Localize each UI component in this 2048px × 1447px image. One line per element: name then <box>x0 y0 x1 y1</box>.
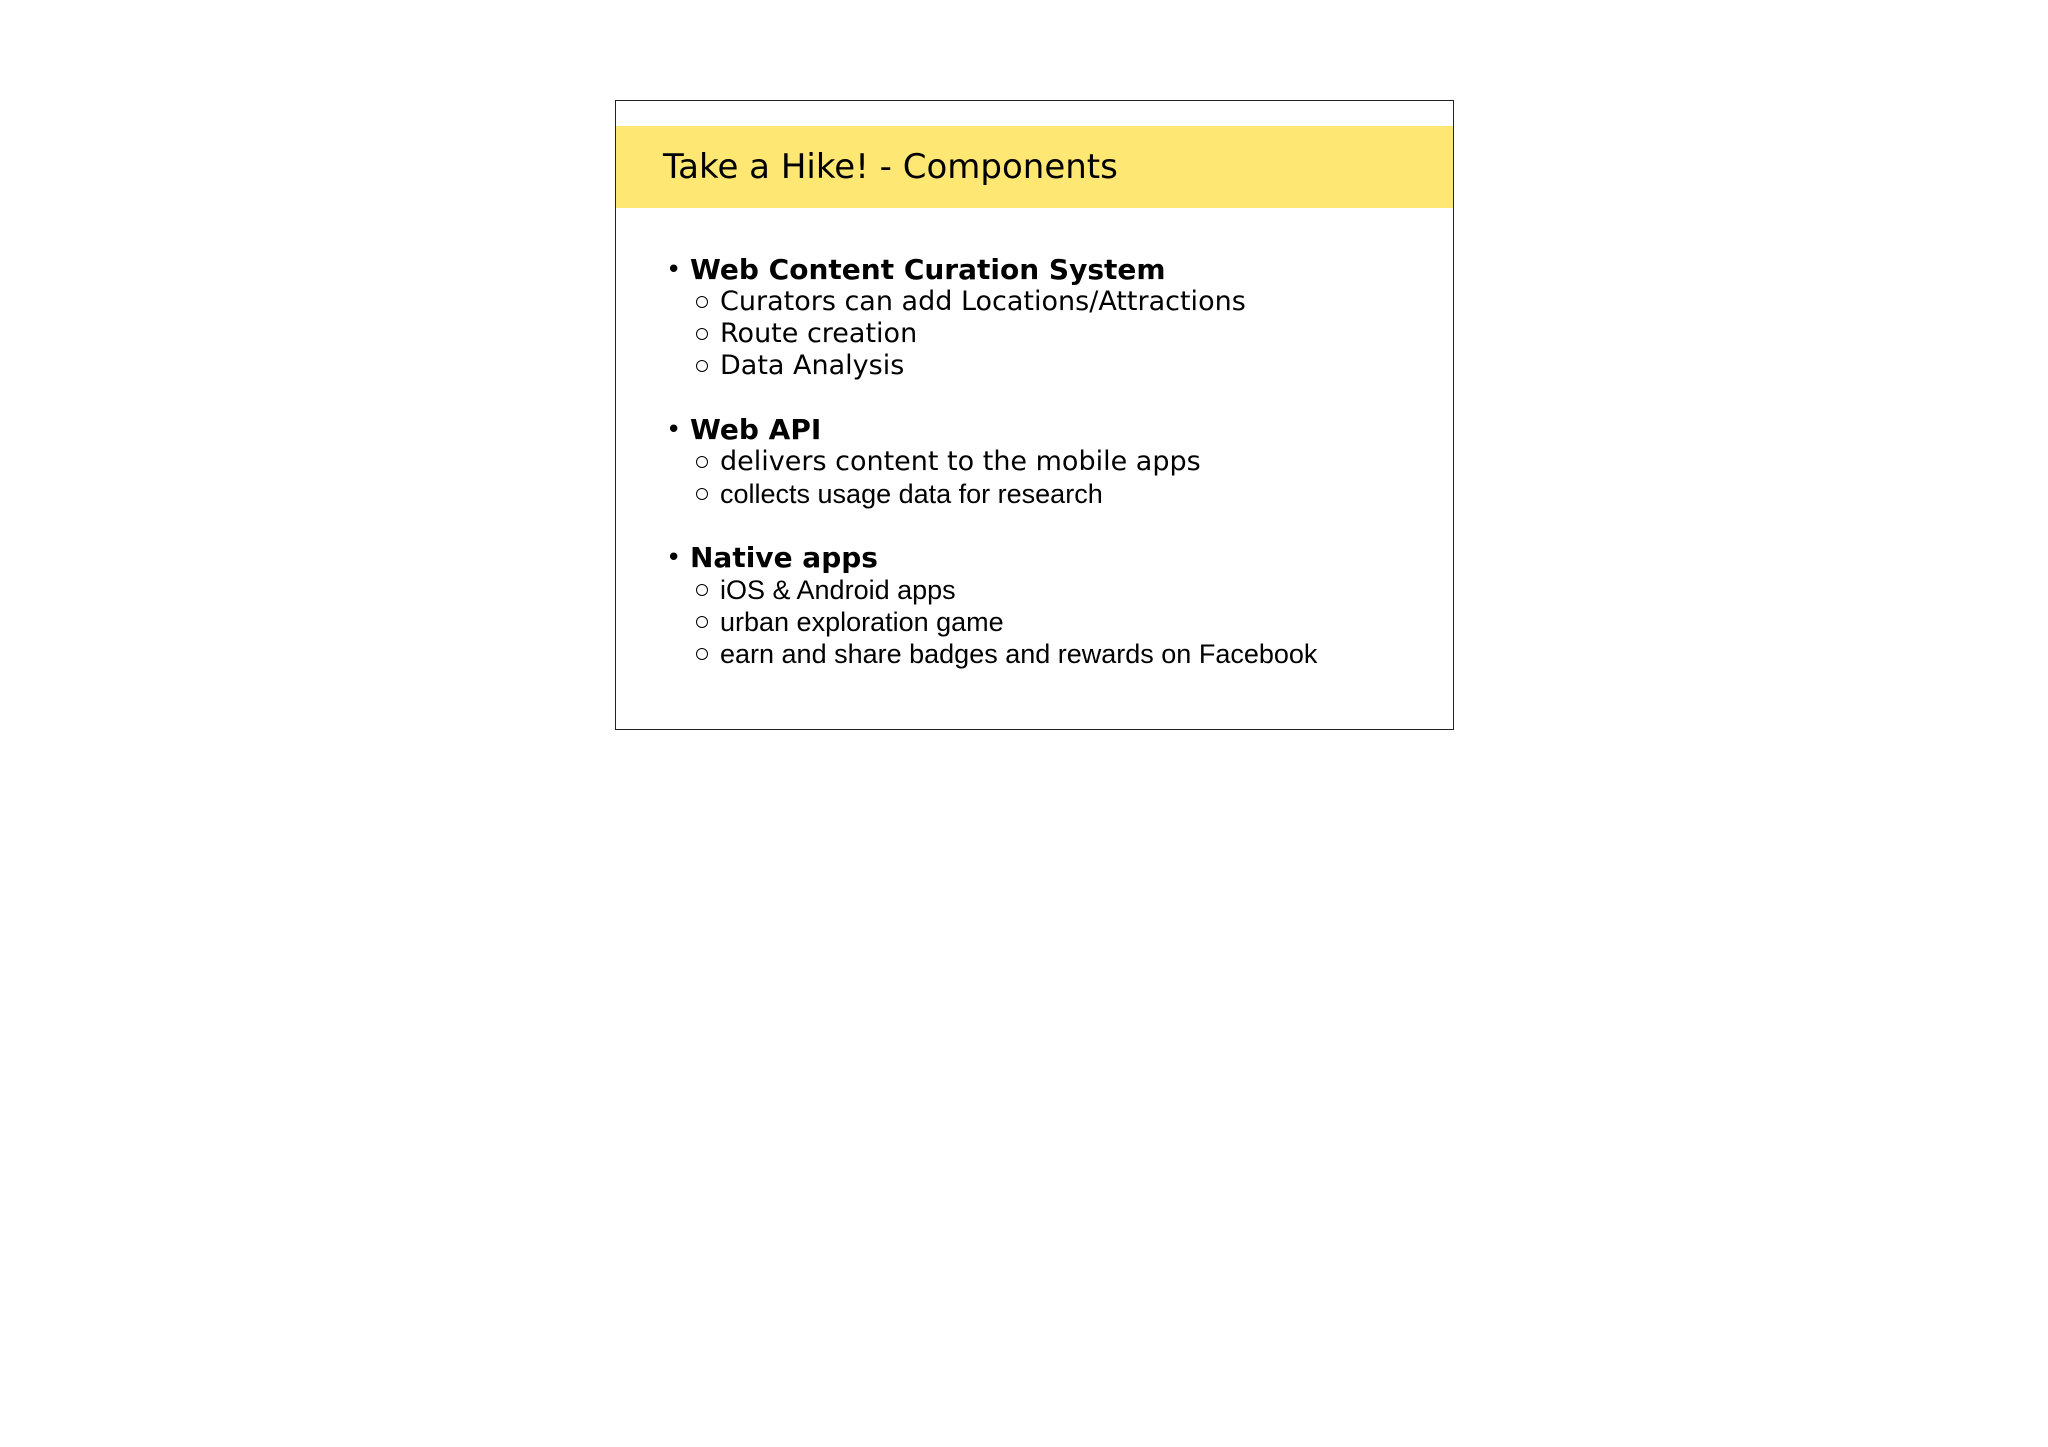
list-item <box>666 638 1426 670</box>
hollow-bullet-icon <box>696 360 708 372</box>
list-item-text: delivers content to the mobile apps <box>720 446 1201 477</box>
section-native-apps <box>666 542 1426 670</box>
sub-list <box>666 286 1426 382</box>
list-item-text: Curators can add Locations/Attractions <box>720 286 1246 317</box>
list-item-text: collects usage data for research <box>720 479 1103 509</box>
section-heading: Web API <box>690 413 822 446</box>
section-heading: Native apps <box>690 541 878 574</box>
hollow-bullet-icon <box>696 296 708 308</box>
sub-list <box>666 446 1426 510</box>
bullet-icon: • <box>666 415 682 445</box>
hollow-bullet-icon <box>696 648 708 660</box>
list-item-text: earn and share badges and rewards on Facebook <box>720 639 1318 669</box>
section-heading-row <box>666 542 1426 574</box>
section-heading-row <box>666 254 1426 286</box>
hollow-bullet-icon <box>696 328 708 340</box>
list-item-text: iOS & Android apps <box>720 575 956 605</box>
section-web-content-curation <box>666 254 1426 382</box>
list-item <box>666 478 1426 510</box>
slide-title: Take a Hike! - Components <box>663 147 1118 187</box>
slide <box>615 100 1454 730</box>
section-heading: Web Content Curation System <box>690 253 1166 286</box>
list-item <box>666 286 1426 318</box>
section-heading-row <box>666 414 1426 446</box>
hollow-bullet-icon <box>696 616 708 628</box>
sub-list <box>666 574 1426 670</box>
list-item <box>666 606 1426 638</box>
title-bar <box>616 126 1453 208</box>
slide-content <box>666 254 1426 702</box>
list-item <box>666 574 1426 606</box>
list-item-text: Data Analysis <box>720 350 905 381</box>
list-item <box>666 446 1426 478</box>
list-item-text: urban exploration game <box>720 607 1004 637</box>
bullet-icon: • <box>666 255 682 285</box>
bullet-icon: • <box>666 543 682 573</box>
list-item <box>666 318 1426 350</box>
section-web-api <box>666 414 1426 510</box>
hollow-bullet-icon <box>696 456 708 468</box>
list-item-text: Route creation <box>720 318 918 349</box>
hollow-bullet-icon <box>696 584 708 596</box>
hollow-bullet-icon <box>696 488 708 500</box>
list-item <box>666 350 1426 382</box>
